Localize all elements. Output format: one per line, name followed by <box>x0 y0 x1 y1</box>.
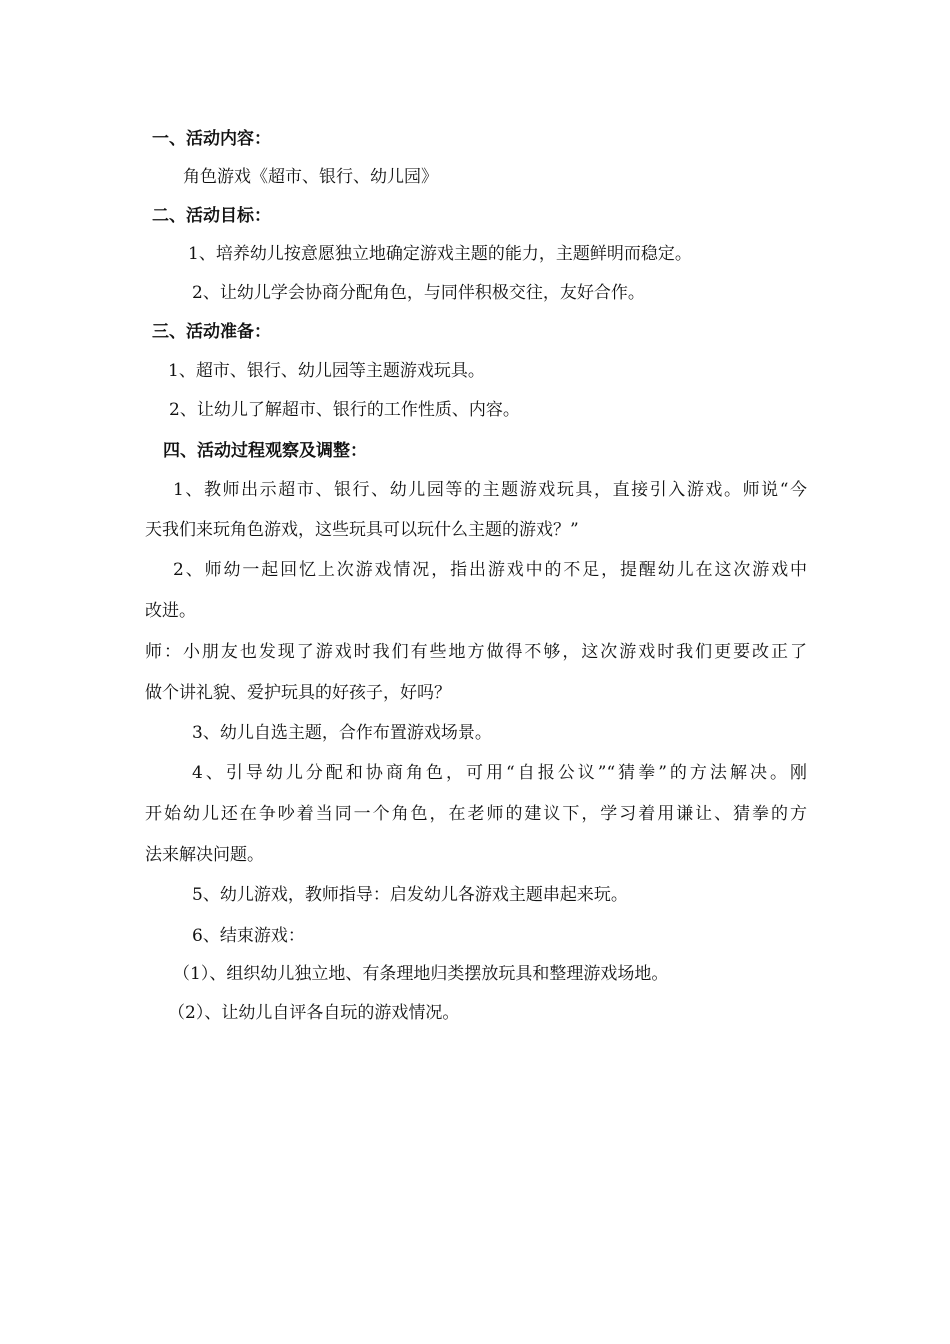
process-paragraph-line: 天我们来玩角色游戏，这些玩具可以玩什么主题的游戏？” <box>145 520 579 540</box>
process-paragraph-line: 师：小朋友也发现了游戏时我们有些地方做得不够，这次游戏时我们更要改正了 <box>145 642 807 662</box>
process-paragraph-line: 2、师幼一起回忆上次游戏情况，指出游戏中的不足，提醒幼儿在这次游戏中 <box>173 560 807 580</box>
goal-item-2: 2、让幼儿学会协商分配角色，与同伴积极交往，友好合作。 <box>192 283 645 303</box>
process-paragraph-line: 做个讲礼貌、爱护玩具的好孩子，好吗？ <box>145 683 451 703</box>
process-paragraph-line: 法来解决问题。 <box>145 845 264 865</box>
goal-item-1: 1、培养幼儿按意愿独立地确定游戏主题的能力，主题鲜明而稳定。 <box>188 244 692 264</box>
process-paragraph-line: 5、幼儿游戏，教师指导：启发幼儿各游戏主题串起来玩。 <box>192 885 628 905</box>
process-paragraph-line: 3、幼儿自选主题，合作布置游戏场景。 <box>192 723 492 743</box>
preparation-item-1: 1、超市、银行、幼儿园等主题游戏玩具。 <box>168 361 485 381</box>
section-heading-content: 一、活动内容： <box>152 129 271 149</box>
section-heading-preparation: 三、活动准备： <box>152 322 271 342</box>
process-paragraph-line: 改进。 <box>145 601 196 621</box>
process-paragraph-line: 6、结束游戏： <box>192 926 305 946</box>
process-paragraph-line: 1、教师出示超市、银行、幼儿园等的主题游戏玩具，直接引入游戏。师说“今 <box>173 480 807 500</box>
section-heading-goals: 二、活动目标： <box>152 206 271 226</box>
process-subitem-1: （1）、组织幼儿独立地、有条理地归类摆放玩具和整理游戏场地。 <box>173 964 669 984</box>
process-subitem-2: （2）、让幼儿自评各自玩的游戏情况。 <box>168 1003 460 1023</box>
process-paragraph-line: 开始幼儿还在争吵着当同一个角色，在老师的建议下，学习着用谦让、猜拳的方 <box>145 804 807 824</box>
process-paragraph-line: 4、引导幼儿分配和协商角色，可用“自报公议”“猜拳”的方法解决。刚 <box>192 763 807 783</box>
preparation-item-2: 2、让幼儿了解超市、银行的工作性质、内容。 <box>169 400 520 420</box>
content-text: 角色游戏《超市、银行、幼儿园》 <box>183 167 438 187</box>
section-heading-process: 四、活动过程观察及调整： <box>163 441 367 461</box>
